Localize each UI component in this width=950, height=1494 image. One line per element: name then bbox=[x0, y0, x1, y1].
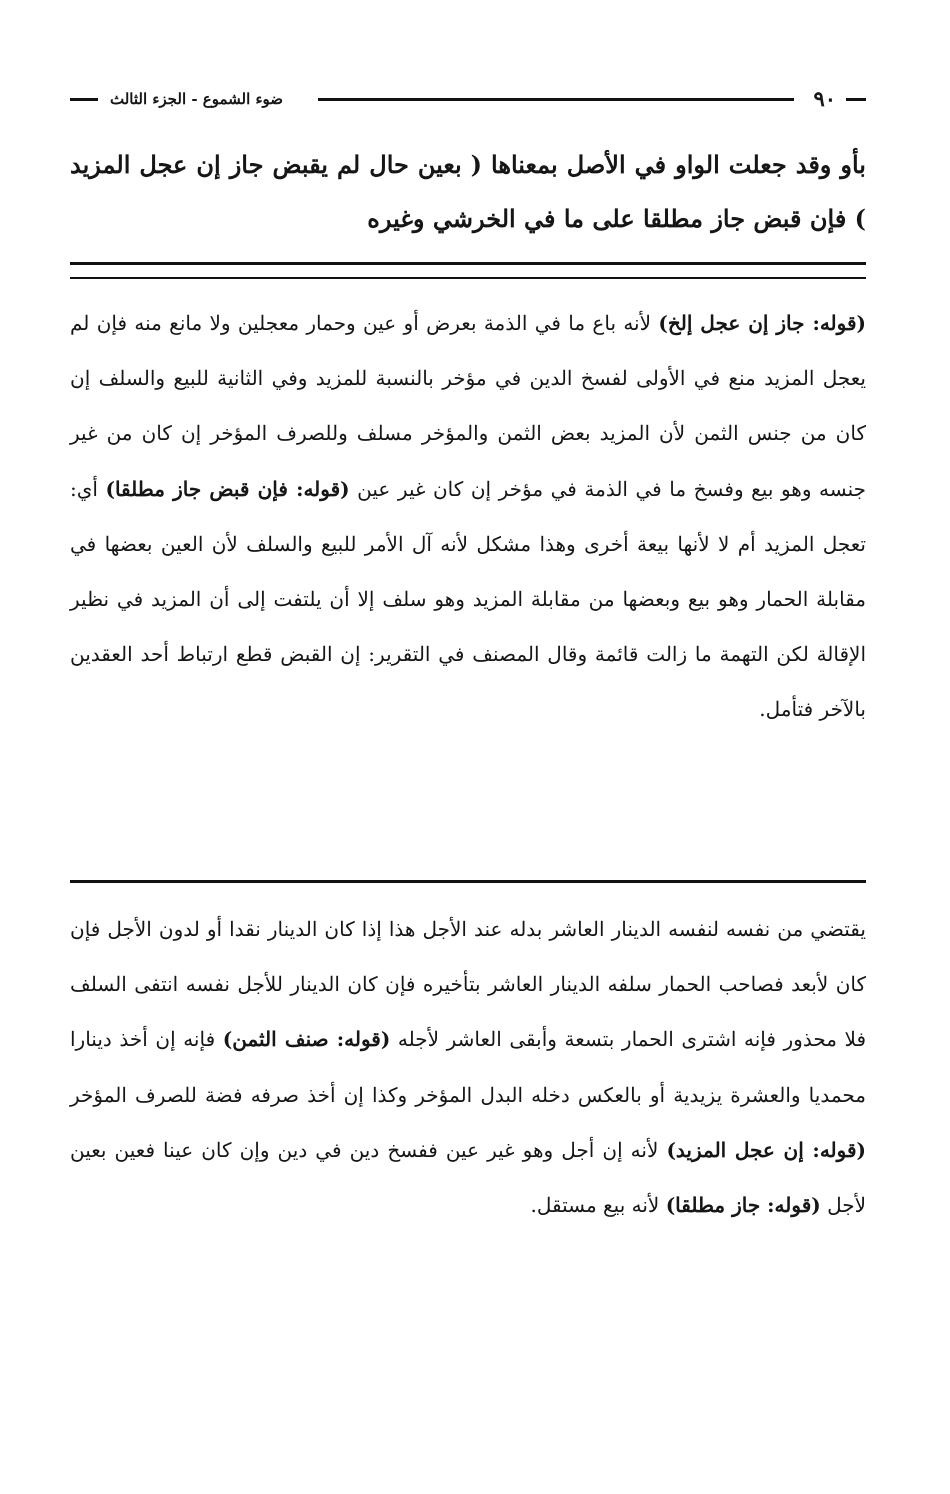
sharh-quote-1: (قوله: جاز إن عجل إلخ) bbox=[658, 311, 866, 335]
hashiya-footnote bbox=[70, 902, 866, 1233]
hashiya-text-4: لأنه بيع مستقل. bbox=[530, 1193, 666, 1218]
header-rule-right bbox=[846, 98, 866, 101]
header-rule-middle bbox=[318, 98, 794, 101]
hashiya-text-1: يقتضي من نفسه لنفسه الدينار العاشر بدله عند الأجل هذا إذا كان الدينار نقدا أو لدون الأجل فإن كان لأبعد فصاحب الحمار سلفه الدينار العاشر بتأخيره فإن كان الدينار للأجل نفسه انتفى السلف فلا محذور فإنه اشترى الحمار بتسعة وأبقى العاشر لأجله bbox=[70, 917, 867, 1052]
matn-text: بأو وقد جعلت الواو في الأصل بمعناها ( بعين حال لم يقبض جاز إن عجل المزيد ) فإن قبض جاز مطلقا على ما في الخرشي وغيره bbox=[70, 150, 866, 233]
double-divider bbox=[70, 262, 866, 279]
sharh-commentary bbox=[70, 296, 866, 738]
sharh-quote-2: (قوله: فإن قبض جاز مطلقا) bbox=[105, 476, 350, 501]
sharh-text-2: أي: تعجل المزيد أم لا لأنها بيعة أخرى وهذا مشكل لأنه آل الأمر للبيع والسلف لأن العين بعضها في مقابلة الحمار وهو بيع وبعضها من مقابلة المزيد وهو سلف إلا أن يلتفت إلى أن المزيد في نظير الإقالة لكن التهمة ما زالت قائمة وقال المصنف في التقرير: إن القبض قطع ارتباط أحد العقدين بالآخر فتأمل. bbox=[70, 476, 867, 722]
sharh-text-1: لأنه باع ما في الذمة بعرض أو عين وحمار معجلين ولا مانع منه فإن لم يعجل المزيد منع في الأولى لفسخ الدين في مؤخر بالنسبة للمزيد وفي الثانية للبيع والسلف إن كان من جنس الثمن لأن المزيد بعض الثمن والمؤخر مسلف وللصرف المؤخر إن كان من غير جنسه وهو بيع وفسخ ما في الذمة في مؤخر إن كان غير عين bbox=[70, 311, 866, 501]
running-header bbox=[70, 82, 866, 116]
header-rule-left bbox=[70, 98, 98, 101]
hashiya-quote-2: (قوله: إن عجل المزيد) bbox=[666, 1137, 866, 1162]
page-number: ٩٠ bbox=[813, 86, 836, 111]
hashiya-quote-1: (قوله: صنف الثمن) bbox=[222, 1027, 391, 1052]
hashiya-text-2: فإنه إن أخذ دينارا محمديا والعشرة يزيدية أو بالعكس دخله البدل المؤخر وكذا إن أخذ صرفه فضة للصرف المؤخر bbox=[70, 1027, 866, 1107]
hashiya-text-3: لأنه إن أجل وهو غير عين ففسخ دين في دين وإن كان عينا فعين بعين لأجل bbox=[70, 1137, 866, 1218]
running-title: ضوء الشموع - الجزء الثالث bbox=[110, 90, 284, 108]
footnote-divider bbox=[70, 880, 866, 883]
book-page bbox=[70, 0, 866, 1494]
hashiya-quote-3: (قوله: جاز مطلقا) bbox=[665, 1193, 821, 1218]
